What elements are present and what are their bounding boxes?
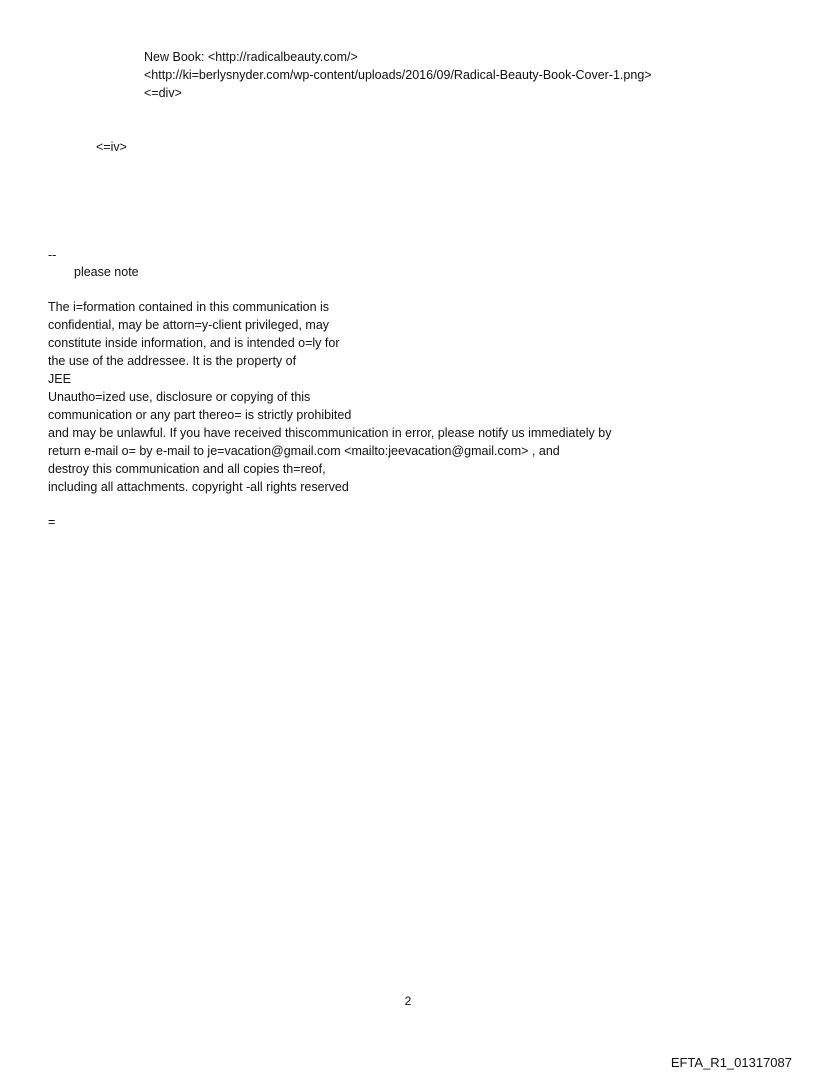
disclaimer-line: constitute inside information, and is intended o=ly for — [48, 336, 340, 350]
disclaimer-line: the use of the addressee. It is the property of — [48, 354, 297, 368]
disclaimer-line: return e-mail o= by e-mail to je=vacation@gmail.com <mailto:jeevacation@gmail.com> , and — [48, 444, 560, 458]
disclaimer-line: Unautho=ized use, disclosure or copying of this — [48, 390, 311, 404]
signature-separator: -- — [48, 248, 57, 262]
document-id: EFTA_R1_01317087 — [670, 1055, 792, 1070]
disclaimer-line: and may be unlawful. If you have received thiscommunication in error, please notify us immediately by — [48, 426, 612, 440]
div-close-line: <=div> — [144, 86, 182, 100]
page-number: 2 — [404, 994, 412, 1008]
disclaimer-line: communication or any part thereo= is strictly prohibited — [48, 408, 352, 422]
disclaimer-line: including all attachments. copyright -all rights reserved — [48, 480, 349, 494]
confidentiality-disclaimer — [48, 298, 611, 496]
please-note-label: please note — [74, 265, 139, 279]
trailing-equals: = — [48, 515, 56, 529]
iv-close-line: <=iv> — [96, 140, 127, 154]
disclaimer-line: JEE — [48, 372, 71, 386]
disclaimer-line: destroy this communication and all copies th=reof, — [48, 462, 326, 476]
disclaimer-line: confidential, may be attorn=y-client privileged, may — [48, 318, 330, 332]
disclaimer-line: The i=formation contained in this communication is — [48, 300, 330, 314]
new-book-line: New Book: <http://radicalbeauty.com/> — [144, 50, 358, 64]
image-link-line: <http://ki=berlysnyder.com/wp-content/uploads/2016/09/Radical-Beauty-Book-Cover-1.png> — [144, 68, 652, 82]
